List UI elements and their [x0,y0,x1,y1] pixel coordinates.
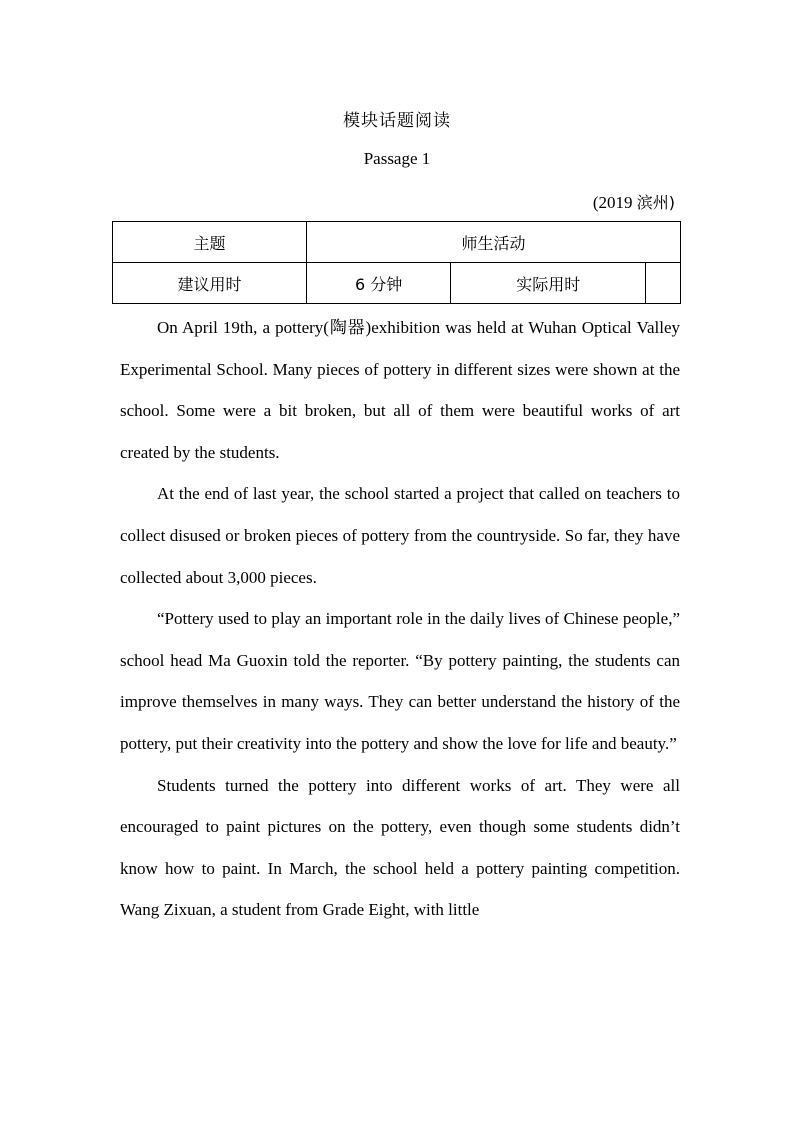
document-title: 模块话题阅读 [343,111,451,131]
source-note [593,190,675,213]
suggested-time-value: 6 分钟 [306,263,450,304]
topic-value: 师生活动 [306,222,680,263]
source-year: (2019 [592,193,633,212]
actual-time-value[interactable] [646,263,681,304]
info-table-row-time [113,263,681,304]
paragraph-1: On April 19th, a pottery(陶器)exhibition was held at Wuhan Optical Valley Experimental School. Many pieces of pottery in different sizes were shown at the school. Some were a bit broken, but all of them were beautiful works of art created by the students. [120,318,680,462]
info-table-row-topic [113,222,681,263]
paragraph-3: “Pottery used to play an important role in the daily lives of Chinese people,” school head Ma Guoxin told the reporter. “By pottery painting, the students can improve themselves in many ways. They can better understand the history of the pottery, put their creativity into the pottery and show the love for life and beauty.” [120,609,680,753]
info-table [112,221,681,304]
topic-label: 主题 [113,222,307,263]
source-place: 滨州) [636,193,675,212]
suggested-time-label: 建议用时 [113,263,307,304]
passage-body [120,307,680,931]
passage-title: Passage 1 [363,149,431,168]
paragraph-2: At the end of last year, the school started a project that called on teachers to collect disused or broken pieces of pottery from the countryside. So far, they have collected about 3,000 pieces. [120,484,680,587]
actual-time-label: 实际用时 [451,263,646,304]
paragraph-4: Students turned the pottery into different works of art. They were all encouraged to paint pictures on the pottery, even though some students didn’t know how to paint. In March, the school held a pottery painting competition. Wang Zixuan, a student from Grade Eight, with little [120,775,680,920]
